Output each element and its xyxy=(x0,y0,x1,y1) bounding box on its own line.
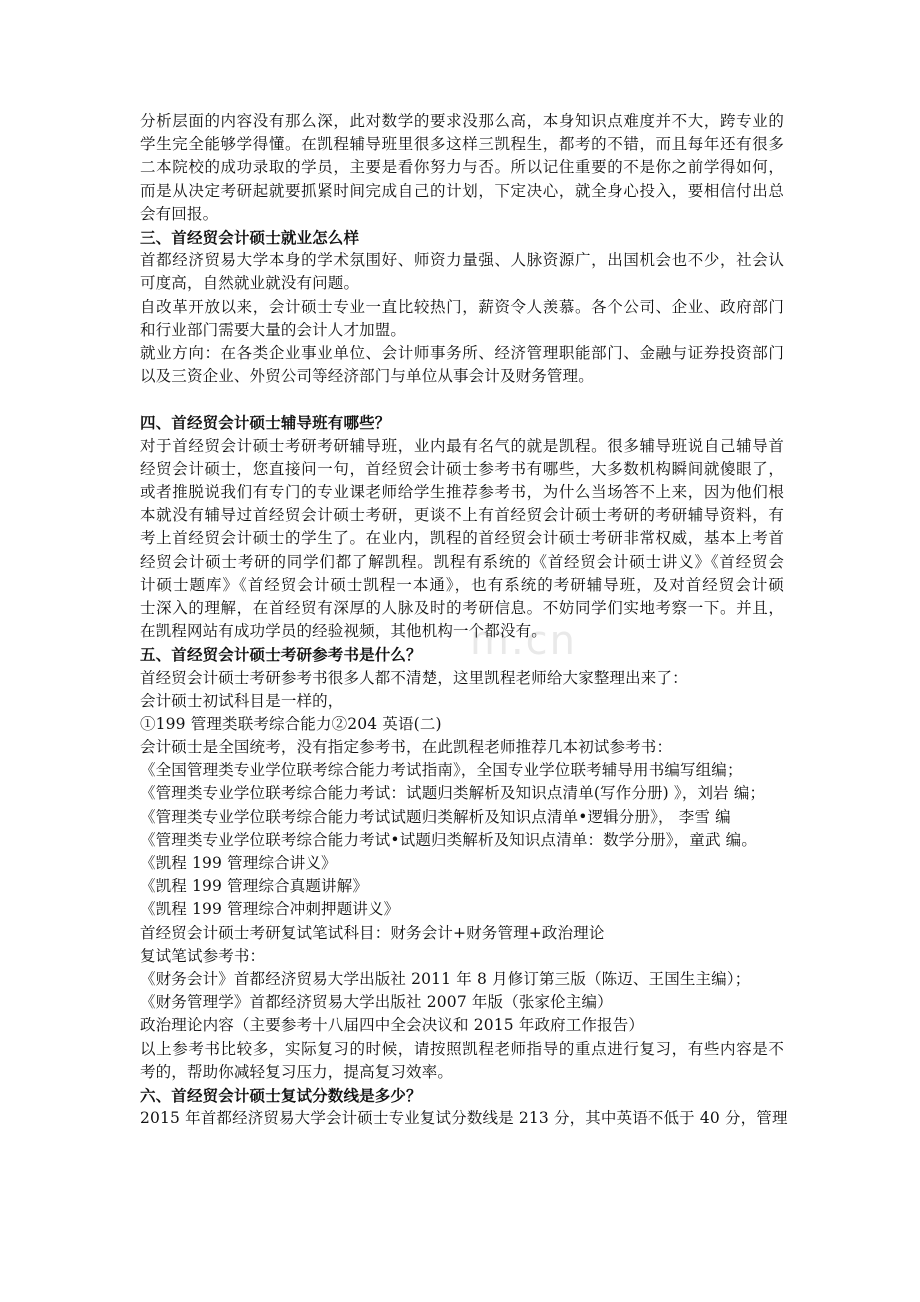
text-line: 《管理类专业学位联考综合能力考试•试题归类解析及知识点清单：数学分册》，童武 编。 xyxy=(140,830,757,849)
text-line: 首经贸会计硕士考研参考书很多人都不清楚，这里凯程老师给大家整理出来了： xyxy=(140,668,688,687)
text-line: 可度高，自然就业就没有问题。 xyxy=(140,274,360,293)
text-line: 会有回报。 xyxy=(140,204,219,223)
text-line: 自改革开放以来，会计硕士专业一直比较热门，薪资令人羡慕。各个公司、企业、政府部门 xyxy=(140,297,784,316)
text-line: 政治理论内容（主要参考十八届四中全会决议和 2015 年政府工作报告） xyxy=(140,1016,645,1035)
text-line: 计硕士题库》《首经贸会计硕士凯程一本通》，也有系统的考研辅导班，及对首经贸会计硕 xyxy=(140,575,784,594)
text-line: 学生完全能够学得懂。在凯程辅导班里很多这样三凯程生，都考的不错，而且每年还有很多 xyxy=(140,135,784,154)
watermark: m.cn xyxy=(470,618,578,664)
text-line: 经贸会计硕士考研的同学们都了解凯程。凯程有系统的《首经贸会计硕士讲义》《首经贸会 xyxy=(140,552,784,571)
text-line: 《管理类专业学位联考综合能力考试：试题归类解析及知识点清单(写作分册) 》，刘岩 编； xyxy=(140,784,766,803)
text-line: 考的，帮助你减轻复习压力，提高复习效率。 xyxy=(140,1062,454,1081)
text-line: 2015 年首都经济贸易大学会计硕士专业复试分数线是 213 分，其中英语不低于 40 分，管理 xyxy=(140,1109,788,1128)
text-line: 首都经济贸易大学本身的学术氛围好、师资力量强、人脉资源广，出国机会也不少，社会认 xyxy=(140,251,784,270)
text-line: 以及三资企业、外贸公司等经济部门与单位从事会计及财务管理。 xyxy=(140,367,594,386)
text-line: 分析层面的内容没有那么深，此对数学的要求没那么高，本身知识点难度并不大，跨专业的 xyxy=(140,112,784,130)
text-line: 《凯程 199 管理综合冲刺押题讲义》 xyxy=(140,900,400,919)
section-heading: 六、首经贸会计硕士复试分数线是多少？ xyxy=(140,1085,422,1105)
text-line: 和行业部门需要大量的会计人才加盟。 xyxy=(140,320,407,339)
text-line: 会计硕士是全国统考，没有指定参考书，在此凯程老师推荐几本初试参考书： xyxy=(140,738,673,757)
text-line: 以上参考书比较多，实际复习的时候，请按照凯程老师指导的重点进行复习，有些内容是不 xyxy=(140,1039,784,1058)
text-line: 《全国管理类专业学位联考综合能力考试指南》，全国专业学位联考辅导用书编写组编； xyxy=(140,761,743,780)
text-line: 《财务管理学》首都经济贸易大学出版社 2007 年版（张家伦主编） xyxy=(140,993,613,1012)
section-heading: 五、首经贸会计硕士考研参考书是什么？ xyxy=(140,645,422,665)
text-line: ①199 管理类联考综合能力②204 英语(二) xyxy=(140,714,442,733)
text-line: 或者推脱说我们有专门的专业课老师给学生推荐参考书，为什么当场答不上来，因为他们根 xyxy=(140,483,784,501)
text-line: 经贸会计硕士，您直接问一句，首经贸会计硕士参考书有哪些，大多数机构瞬间就傻眼了， xyxy=(140,459,784,478)
text-line: 《管理类专业学位联考综合能力考试试题归类解析及知识点清单•逻辑分册》， 李雪 编 xyxy=(140,807,731,826)
text-line: 就业方向：在各类企业事业单位、会计师事务所、经济管理职能部门、金融与证券投资部门 xyxy=(140,343,784,362)
text-line: 对于首经贸会计硕士考研考研辅导班，业内最有名气的就是凯程。很多辅导班说自己辅导首 xyxy=(140,436,784,455)
text-line: 《凯程 199 管理综合真题讲解》 xyxy=(140,877,368,896)
text-line: 复试笔试参考书： xyxy=(140,946,266,965)
section-heading: 四、首经贸会计硕士辅导班有哪些？ xyxy=(140,413,391,433)
text-line: 会计硕士初试科目是一样的， xyxy=(140,691,344,710)
blank-line xyxy=(140,388,784,411)
text-line: 二本院校的成功录取的学员，主要是看你努力与否。所以记住重要的不是你之前学得如何， xyxy=(140,158,784,177)
document-body xyxy=(140,110,788,1130)
text-line: 而是从决定考研起就要抓紧时间完成自己的计划，下定决心，就全身心投入，要相信付出总 xyxy=(140,181,784,200)
text-line: 本就没有辅导过首经贸会计硕士考研，更谈不上有首经贸会计硕士考研的考研辅导资料，有 xyxy=(140,506,784,525)
text-line: 《凯程 199 管理综合讲义》 xyxy=(140,854,337,872)
text-line: 考上首经贸会计硕士的学生了。在业内，凯程的首经贸会计硕士考研非常权威，基本上考首 xyxy=(140,529,784,548)
section-heading: 三、首经贸会计硕士就业怎么样 xyxy=(140,227,360,247)
text-line: 首经贸会计硕士考研复试笔试科目：财务会计+财务管理+政治理论 xyxy=(140,923,605,942)
text-line: 士深入的理解，在首经贸有深厚的人脉及时的考研信息。不妨同学们实地考察一下。并且， xyxy=(140,598,784,617)
text-line: 在凯程网站有成功学员的经验视频，其他机构一个都没有。 xyxy=(140,622,547,641)
text-line: 《财务会计》首都经济贸易大学出版社 2011 年 8 月修订第三版（陈迈、王国生主编）； xyxy=(140,969,751,988)
